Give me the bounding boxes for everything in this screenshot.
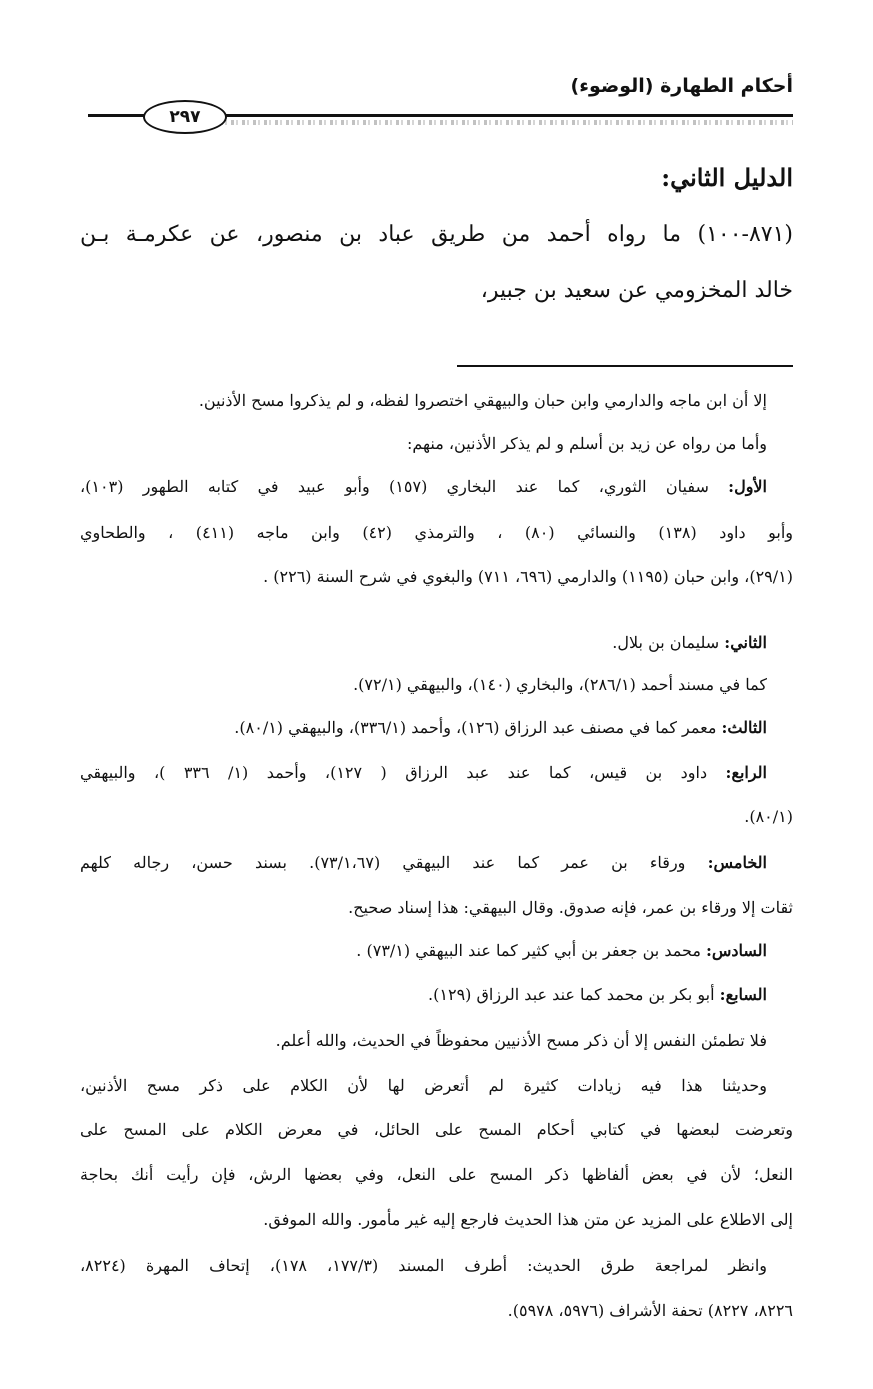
footnote-line: إلا أن ابن ماجه والدارمي وابن حبان والبيهقي اختصروا لفظه، و لم يذكروا مسح الأذنين. bbox=[198, 391, 767, 410]
running-header-title: أحكام الطهارة (الوضوء) bbox=[570, 75, 793, 97]
footnote-line: وأبو داود (١٣٨) والنسائي (٨٠) ، والترمذي (٤٢) وابن ماجه (٤١١) ، والطحاوي bbox=[80, 523, 794, 542]
footnote-label: الثالث: bbox=[721, 718, 767, 737]
footnote-line: ثقات إلا ورقاء بن عمر، فإنه صدوق. وقال البيهقي: هذا إسناد صحيح. bbox=[348, 898, 793, 917]
footnote-line: فلا تطمئن النفس إلا أن ذكر مسح الأذنيين محفوظاً في الحديث، والله أعلم. bbox=[275, 1031, 767, 1050]
footnote-line: وحديثنا هذا فيه زيادات كثيرة لم أتعرض لها لأن الكلام على ذكر مسح الأذنين، bbox=[80, 1076, 767, 1095]
header-rule-ornament bbox=[220, 120, 793, 125]
footnote-line: وتعرضت لبعضها في كتابي أحكام المسح على الحائل، في معرض الكلام على المسح على bbox=[80, 1120, 793, 1139]
footnote-line: وانظر لمراجعة طرق الحديث: أطرف المسند (١٧٧/٣، ١٧٨)، إتحاف المهرة (٨٢٢٤، bbox=[80, 1256, 768, 1275]
footnote-line: إلى الاطلاع على المزيد عن متن هذا الحديث فارجع إليه غير مأمور. والله الموفق. bbox=[263, 1210, 793, 1229]
footnote-label: الرابع: bbox=[725, 763, 767, 782]
footnote-separator bbox=[457, 365, 793, 367]
footnote-line: الثاني: سليمان بن بلال. bbox=[612, 633, 767, 652]
footnote-line: ٨٢٢٦، ٨٢٢٧) تحفة الأشراف (٥٩٧٦، ٥٩٧٨). bbox=[507, 1301, 793, 1320]
footnote-label: السابع: bbox=[719, 985, 767, 1004]
footnote-line: السادس: محمد بن جعفر بن أبي كثير كما عند البيهقي (٧٣/١) . bbox=[356, 941, 767, 960]
main-text-line: خالد المخزومي عن سعيد بن جبير، bbox=[480, 278, 793, 303]
section-heading: الدليل الثاني: bbox=[661, 163, 793, 192]
page-number: ٢٩٧ bbox=[169, 107, 201, 127]
footnote-label: الخامس: bbox=[707, 853, 767, 872]
footnote-line: الرابع: داود بن قيس، كما عند عبد الرزاق ( ١٢٧)، وأحمد (١/ ٣٣٦ )، والبيهقي bbox=[80, 763, 767, 782]
footnote-label: السادس: bbox=[705, 941, 767, 960]
footnote-label: الثاني: bbox=[724, 633, 767, 652]
footnote-line: النعل؛ لأن في بعض ألفاظها ذكر المسح على النعل، وفي بعضها الرش، فإن رأيت أنك بحاجة bbox=[80, 1165, 793, 1184]
footnote-line: الخامس: ورقاء بن عمر كما عند البيهقي (٧٣/١،٦٧). بسند حسن، رجاله كلهم bbox=[80, 853, 767, 872]
footnote-line: (٢٩/١)، وابن حبان (١١٩٥) والدارمي (٦٩٦، ٧١١) والبغوي في شرح السنة (٢٢٦) . bbox=[263, 567, 793, 586]
main-text-line: (٨٧١-١٠٠) ما رواه أحمد من طريق عباد بن منصور، عن عكرمـة بـن bbox=[80, 222, 793, 247]
footnote-line: الأول: سفيان الثوري، كما عند البخاري (١٥٧) وأبو عبيد في كتابه الطهور (١٠٣)، bbox=[80, 477, 767, 496]
footnote-line: السابع: أبو بكر بن محمد كما عند عبد الرزاق (١٢٩). bbox=[428, 985, 767, 1004]
footnote-label: الأول: bbox=[728, 477, 767, 496]
footnote-line: (٨٠/١). bbox=[744, 807, 793, 826]
footnote-line: وأما من رواه عن زيد بن أسلم و لم يذكر الأذنين، منهم: bbox=[406, 434, 767, 453]
footnote-line: الثالث: معمر كما في مصنف عبد الرزاق (١٢٦)، وأحمد (٣٣٦/١)، والبيهقي (٨٠/١). bbox=[234, 718, 767, 737]
page-number-badge bbox=[143, 100, 227, 134]
footnote-line: كما في مسند أحمد (٢٨٦/١)، والبخاري (١٤٠)، والبيهقي (٧٢/١). bbox=[353, 675, 767, 694]
